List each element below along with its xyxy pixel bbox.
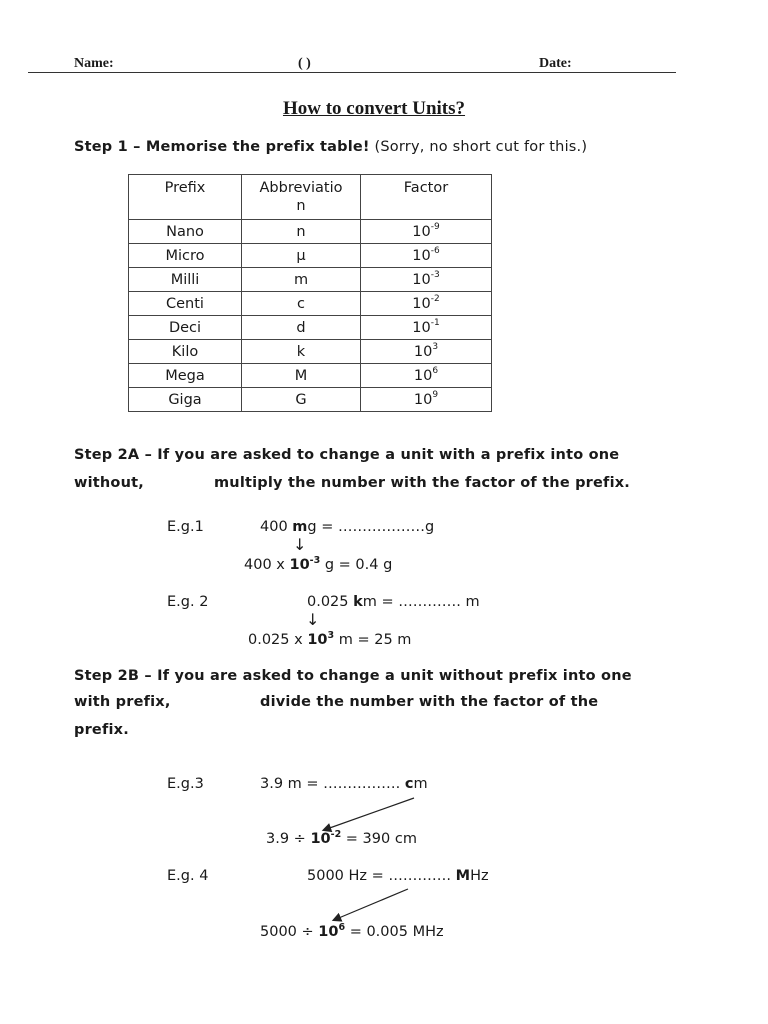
eg3-q-prefix: c — [404, 776, 414, 792]
column-header-prefix: Prefix — [129, 175, 242, 220]
eg3-diagonal-arrow — [324, 798, 414, 830]
eg3-a-post: = 390 cm — [341, 831, 417, 847]
abbr-header-line1: Abbreviatio — [259, 180, 343, 196]
eg1-q-post: g = ………………g — [307, 519, 435, 535]
factor-base: 10 — [413, 367, 433, 384]
abbr-cell: µ — [242, 244, 361, 268]
step2b-line2a: with prefix, — [74, 694, 171, 710]
prefix-cell: Mega — [129, 364, 242, 388]
prefix-cell: Centi — [129, 292, 242, 316]
eg4-label: E.g. 4 — [167, 868, 209, 884]
factor-base: 10 — [412, 247, 431, 264]
eg2-q-post: m = …………. m — [362, 594, 480, 610]
factor-base: 10 — [413, 391, 433, 408]
eg2-label: E.g. 2 — [167, 594, 209, 610]
factor-exponent: -2 — [430, 293, 440, 304]
prefix-cell: Deci — [129, 316, 242, 340]
prefix-cell: Giga — [129, 388, 242, 412]
abbr-cell: n — [242, 220, 361, 244]
abbr-cell: G — [242, 388, 361, 412]
abbr-cell: c — [242, 292, 361, 316]
factor-exponent: -6 — [430, 245, 440, 256]
eg3-label: E.g.3 — [167, 776, 204, 792]
step1-note: (Sorry, no short cut for this.) — [369, 139, 588, 155]
factor-exponent: 6 — [432, 365, 439, 376]
eg3-a-exp: -2 — [330, 829, 342, 840]
eg3-q-post: m — [413, 776, 428, 792]
eg4-q-pre: 5000 Hz = …………. — [307, 868, 456, 884]
prefix-cell: Kilo — [129, 340, 242, 364]
eg4-a-post: = 0.005 MHz — [345, 924, 444, 940]
abbr-cell: m — [242, 268, 361, 292]
down-arrow-icon: ↓ — [306, 610, 320, 629]
eg2-a-post: m = 25 m — [334, 632, 412, 648]
factor-exponent: 3 — [432, 341, 439, 352]
eg1-q-prefix: m — [292, 519, 308, 535]
factor-base: 10 — [412, 223, 431, 240]
eg4-a-pre: 5000 ÷ — [260, 924, 319, 940]
prefix-cell: Micro — [129, 244, 242, 268]
eg1-a-base: 10 — [289, 557, 310, 573]
prefix-cell: Milli — [129, 268, 242, 292]
prefix-cell: Nano — [129, 220, 242, 244]
class-number-parens: ( ) — [298, 56, 311, 71]
eg1-a-pre: 400 x — [244, 557, 290, 573]
factor-base: 10 — [413, 343, 433, 360]
factor-exponent: -1 — [430, 317, 440, 328]
abbr-cell: d — [242, 316, 361, 340]
abbr-cell: M — [242, 364, 361, 388]
step2a-line2a: without, — [74, 475, 144, 491]
name-label: Name: — [74, 56, 114, 71]
factor-base: 10 — [412, 295, 431, 312]
abbr-header-line2: n — [296, 198, 306, 214]
step2b-line3: prefix. — [74, 722, 129, 738]
page-title: How to convert Units? — [282, 98, 466, 119]
step2a-line1: Step 2A – If you are asked to change a unit with a prefix into one — [74, 447, 620, 463]
eg3-answer — [266, 831, 417, 847]
step2a-line2b: multiply the number with the factor of the prefix. — [214, 475, 630, 491]
eg2-a-base: 10 — [307, 632, 328, 648]
eg2-a-pre: 0.025 x — [248, 632, 308, 648]
eg4-diagonal-arrow — [334, 889, 408, 920]
eg3-a-pre: 3.9 ÷ — [266, 831, 311, 847]
eg3-a-base: 10 — [310, 831, 331, 847]
eg1-a-post: g = 0.4 g — [320, 557, 393, 573]
eg2-a-exp: 3 — [327, 630, 335, 641]
eg1-q-pre: 400 — [260, 519, 293, 535]
eg1-a-exp: -3 — [309, 555, 321, 566]
step1-heading: Step 1 – Memorise the prefix table! — [74, 139, 370, 155]
step2b-line1: Step 2B – If you are asked to change a unit without prefix into one — [74, 668, 632, 684]
abbr-cell: k — [242, 340, 361, 364]
eg1-label: E.g.1 — [167, 519, 204, 535]
factor-base: 10 — [412, 271, 431, 288]
eg2-q-prefix: k — [353, 594, 363, 610]
eg4-q-post: Hz — [470, 868, 489, 884]
eg4-a-exp: 6 — [338, 922, 346, 933]
eg4-answer — [260, 924, 444, 940]
factor-exponent: 9 — [432, 389, 439, 400]
eg4-question — [307, 868, 489, 884]
step2b-line2b: divide the number with the factor of the — [260, 694, 599, 710]
down-arrow-icon: ↓ — [293, 535, 307, 554]
eg2-q-pre: 0.025 — [307, 594, 354, 610]
eg4-a-base: 10 — [318, 924, 339, 940]
date-label: Date: — [539, 56, 572, 71]
column-header-factor: Factor — [361, 175, 492, 220]
factor-exponent: -9 — [430, 221, 440, 232]
factor-exponent: -3 — [430, 269, 440, 280]
eg4-q-prefix: M — [455, 868, 471, 884]
eg3-q-pre: 3.9 m = ……………. — [260, 776, 405, 792]
factor-base: 10 — [412, 319, 431, 336]
